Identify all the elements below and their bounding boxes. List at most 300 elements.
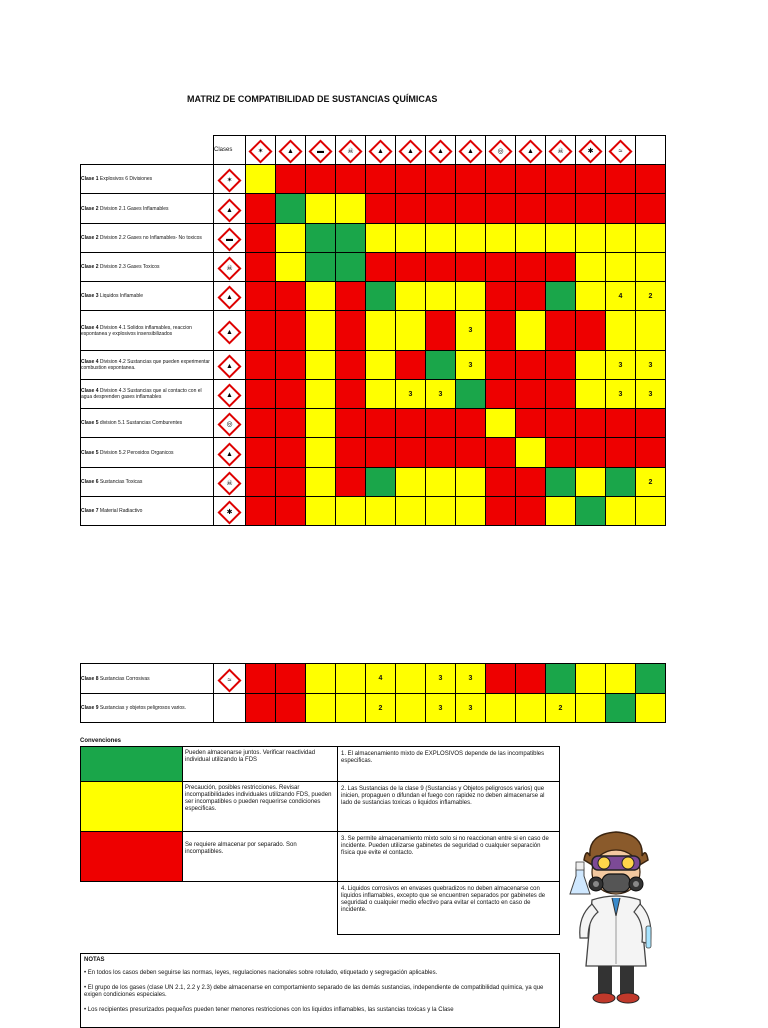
matrix-cell [516, 438, 546, 468]
matrix-row [81, 409, 666, 438]
matrix-cell [486, 664, 516, 694]
matrix-cell [516, 694, 546, 723]
matrix-cell [246, 194, 276, 224]
matrix-cell [516, 497, 546, 526]
row-description: Division 5.2 Peroxidos Organicos [99, 449, 174, 456]
corrosive-icon: ≈ [608, 139, 632, 163]
matrix-cell [276, 311, 306, 351]
row-description: Division 2.1 Gases Inflamables [99, 205, 169, 212]
explosive-icon: ✶ [248, 139, 272, 163]
matrix-cell [336, 311, 366, 351]
matrix-cell [606, 194, 636, 224]
matrix-cell [306, 409, 336, 438]
matrix-cell [486, 380, 516, 409]
note-item: • El grupo de los gases (clase UN 2.1, 2.2 y 2.3) debe almacenarse en comportamiento separado de las demás sustancias, independiente de compatibilidad química, ya que exigen condiciones especiales. [84, 985, 544, 998]
matrix-cell [456, 468, 486, 497]
matrix-cell [366, 409, 396, 438]
matrix-cell [276, 694, 306, 723]
convention-text-green: Pueden almacenarse juntos. Verificar reactividad individual utilizando la FDS [183, 747, 338, 782]
matrix-cell [636, 438, 666, 468]
matrix-cell [336, 351, 366, 380]
matrix-cell [276, 664, 306, 694]
matrix-cell [636, 497, 666, 526]
matrix-cell [276, 497, 306, 526]
matrix-cell [396, 224, 426, 253]
matrix-cell [366, 438, 396, 468]
row-label [81, 380, 214, 409]
row-label [81, 224, 214, 253]
row-label [81, 438, 214, 468]
row-label [81, 282, 214, 311]
matrix-cell [276, 165, 306, 194]
row-label [81, 351, 214, 380]
row-pictogram-cell [214, 380, 246, 409]
row-description: Division 4.2 Sustancias que pueden experimentar combustion espontanea. [81, 359, 210, 371]
matrix-cell: 3 [456, 664, 486, 694]
oxidizer-icon: ◎ [488, 139, 512, 163]
matrix-cell [636, 165, 666, 194]
matrix-cell [576, 351, 606, 380]
matrix-cell [336, 409, 366, 438]
matrix-cell [456, 438, 486, 468]
matrix-cell [306, 468, 336, 497]
row-class: Clase 4 [81, 359, 99, 365]
matrix-cell [636, 311, 666, 351]
corrosive-icon: ≈ [217, 668, 241, 692]
matrix-cell [336, 165, 366, 194]
row-description: Explosivos 6 Divisiones [99, 176, 153, 182]
matrix-cell [276, 468, 306, 497]
matrix-cell [336, 224, 366, 253]
flame-icon: ▲ [217, 442, 241, 466]
matrix-cell [486, 694, 516, 723]
matrix-cell [546, 224, 576, 253]
matrix-cell [486, 194, 516, 224]
toxic-skull-icon: ☠ [217, 256, 241, 280]
row-description: Liquidos Inflamable [99, 293, 143, 299]
flame-icon: ▲ [278, 139, 302, 163]
matrix-cell [396, 253, 426, 282]
header-pictogram-cell [366, 136, 396, 165]
matrix-cell [246, 253, 276, 282]
matrix-cell [516, 664, 546, 694]
matrix-cell [366, 497, 396, 526]
row-pictogram-cell [214, 311, 246, 351]
matrix-cell [546, 664, 576, 694]
matrix-cell [246, 224, 276, 253]
matrix-cell [606, 438, 636, 468]
matrix-cell [516, 311, 546, 351]
matrix-cell [456, 224, 486, 253]
matrix-row [81, 282, 666, 311]
health-hazard-icon: ✱ [578, 139, 602, 163]
row-description: Sustancias Corrosivas [99, 675, 150, 682]
matrix-cell [246, 468, 276, 497]
matrix-cell [336, 282, 366, 311]
matrix-cell [456, 380, 486, 409]
matrix-cell: 4 [366, 664, 396, 694]
flame-icon: ▲ [368, 139, 392, 163]
matrix-cell: 3 [426, 664, 456, 694]
matrix-cell: 3 [396, 380, 426, 409]
matrix-cell: 3 [456, 694, 486, 723]
gas-cylinder-icon: ▬ [308, 139, 332, 163]
matrix-cell [486, 468, 516, 497]
matrix-cell: 4 [606, 282, 636, 311]
row-label [81, 409, 214, 438]
row-class: Clase 2 [81, 235, 99, 241]
flame-icon: ▲ [217, 285, 241, 309]
matrix-row [81, 694, 666, 723]
matrix-cell [396, 282, 426, 311]
matrix-row [81, 468, 666, 497]
conventions-title: Convenciones [80, 738, 122, 744]
row-description: Division 2.3 Gases Toxicos [99, 264, 160, 270]
gas-cylinder-icon: ▬ [217, 227, 241, 251]
matrix-cell [606, 165, 636, 194]
matrix-cell: 3 [636, 351, 666, 380]
matrix-cell [606, 664, 636, 694]
matrix-cell [366, 253, 396, 282]
matrix-cell [426, 253, 456, 282]
row-class: Clase 2 [81, 205, 99, 212]
matrix-cell [306, 224, 336, 253]
header-clases-label: Clases [214, 136, 246, 165]
matrix-cell [366, 282, 396, 311]
matrix-cell: 3 [606, 380, 636, 409]
matrix-cell [306, 380, 336, 409]
header-pictogram-cell [486, 136, 516, 165]
matrix-cell [336, 380, 366, 409]
matrix-cell [246, 694, 276, 723]
matrix-cell [336, 468, 366, 497]
row-class: Clase 4 [81, 388, 99, 394]
matrix-cell [546, 409, 576, 438]
matrix-row [81, 380, 666, 409]
matrix-cell: 2 [366, 694, 396, 723]
matrix-cell [426, 497, 456, 526]
compatibility-matrix-continued [80, 663, 666, 723]
matrix-cell [516, 282, 546, 311]
matrix-cell [366, 194, 396, 224]
health-hazard-icon: ✱ [217, 500, 241, 524]
matrix-cell [426, 311, 456, 351]
empty-cell [81, 882, 183, 935]
matrix-cell [546, 351, 576, 380]
matrix-cell [516, 468, 546, 497]
row-class: Clase 7 [81, 508, 99, 514]
row-description: Division 4.1 Solidos inflamables, reaccion espontanea y explosivos insensibilizados [81, 324, 192, 337]
matrix-cell [606, 497, 636, 526]
matrix-cell [396, 194, 426, 224]
toxic-skull-icon: ☠ [217, 471, 241, 495]
matrix-row [81, 253, 666, 282]
matrix-cell [636, 253, 666, 282]
header-pictogram-cell [456, 136, 486, 165]
matrix-cell [306, 497, 336, 526]
row-class: Clase 9 [81, 705, 99, 711]
matrix-cell [576, 468, 606, 497]
matrix-cell [516, 409, 546, 438]
matrix-cell [306, 351, 336, 380]
matrix-cell [336, 664, 366, 694]
explosive-icon: ✶ [217, 168, 241, 192]
matrix-cell [636, 694, 666, 723]
matrix-cell [516, 351, 546, 380]
matrix-cell [606, 311, 636, 351]
row-description: Material Radiactivo [99, 508, 143, 514]
row-pictogram-cell [214, 664, 246, 694]
row-class: Clase 8 [81, 675, 99, 682]
matrix-cell [576, 694, 606, 723]
matrix-cell [246, 664, 276, 694]
matrix-cell [636, 409, 666, 438]
matrix-cell [576, 253, 606, 282]
matrix-row [81, 224, 666, 253]
matrix-cell [426, 194, 456, 224]
header-pictogram-cell [576, 136, 606, 165]
matrix-cell: 3 [426, 694, 456, 723]
matrix-cell: 3 [426, 380, 456, 409]
matrix-cell [396, 409, 426, 438]
matrix-cell: 3 [456, 311, 486, 351]
matrix-cell [486, 311, 516, 351]
matrix-cell [636, 224, 666, 253]
convention-note-1: 1. El almacenamiento mixto de EXPLOSIVOS depende de las incompatibles especificas. [338, 747, 560, 782]
matrix-cell [246, 311, 276, 351]
row-class: Clase 1 [81, 176, 99, 182]
row-label [81, 694, 214, 723]
header-pictogram-cell [516, 136, 546, 165]
matrix-cell [426, 409, 456, 438]
header-blank [81, 136, 214, 165]
matrix-row [81, 664, 666, 694]
matrix-cell [366, 380, 396, 409]
matrix-cell [396, 694, 426, 723]
row-pictogram-cell [214, 409, 246, 438]
matrix-cell [366, 311, 396, 351]
matrix-cell [426, 282, 456, 311]
matrix-cell [486, 497, 516, 526]
matrix-cell [546, 380, 576, 409]
matrix-cell [246, 497, 276, 526]
row-pictogram-cell [214, 351, 246, 380]
matrix-row [81, 194, 666, 224]
notes-title: NOTAS [84, 957, 105, 963]
matrix-cell [576, 282, 606, 311]
toxic-skull-icon: ☠ [548, 139, 572, 163]
matrix-cell [366, 165, 396, 194]
flame-icon: ▲ [217, 354, 241, 378]
matrix-cell [546, 253, 576, 282]
page-title: MATRIZ DE COMPATIBILIDAD DE SUSTANCIAS QUÍMICAS [187, 94, 438, 104]
matrix-cell [456, 194, 486, 224]
note-item: • Los recipientes presurizados pequeños pueden tener menores restricciones con los liquidos inflamables, las sustancias toxicas y la Clase [84, 1007, 454, 1013]
matrix-cell [396, 165, 426, 194]
flame-icon: ▲ [217, 383, 241, 407]
matrix-cell: 3 [636, 380, 666, 409]
header-pictogram-cell [246, 136, 276, 165]
matrix-cell [336, 194, 366, 224]
matrix-cell [366, 468, 396, 497]
matrix-cell [306, 165, 336, 194]
matrix-cell [276, 282, 306, 311]
matrix-cell [306, 311, 336, 351]
matrix-cell: 3 [456, 351, 486, 380]
matrix-cell [276, 438, 306, 468]
matrix-cell [396, 438, 426, 468]
matrix-cell [516, 224, 546, 253]
header-pictogram-cell [606, 136, 636, 165]
matrix-cell [576, 438, 606, 468]
matrix-cell: 3 [606, 351, 636, 380]
row-label [81, 468, 214, 497]
row-label [81, 664, 214, 694]
convention-text-yellow: Precaución, posibles restricciones. Revisar incompatibilidades individuales utilizando FDS, pueden ser incompatibles o pueden requerirse condiciones especificas. [183, 782, 338, 832]
note-item: • En todos los casos deben seguirse las normas, leyes, regulaciones nacionales sobre rotulado, etiquetado y segregación aplicables. [84, 970, 438, 976]
matrix-cell [276, 380, 306, 409]
matrix-cell [486, 165, 516, 194]
matrix-cell [516, 194, 546, 224]
compatibility-matrix [80, 135, 666, 526]
matrix-cell [306, 194, 336, 224]
matrix-cell [546, 282, 576, 311]
matrix-cell [246, 282, 276, 311]
swatch-yellow [81, 782, 183, 832]
matrix-cell [396, 468, 426, 497]
matrix-cell [246, 409, 276, 438]
matrix-row [81, 438, 666, 468]
row-label [81, 497, 214, 526]
matrix-cell [546, 497, 576, 526]
row-pictogram-cell [214, 282, 246, 311]
matrix-cell [246, 165, 276, 194]
matrix-cell [516, 380, 546, 409]
row-pictogram-cell [214, 224, 246, 253]
matrix-cell [576, 409, 606, 438]
row-label [81, 165, 214, 194]
matrix-cell [426, 165, 456, 194]
row-class: Clase 2 [81, 264, 99, 270]
flame-icon: ▲ [217, 320, 241, 344]
matrix-cell [456, 497, 486, 526]
row-class: Clase 5 [81, 449, 99, 456]
matrix-cell [546, 438, 576, 468]
scientist-illustration [568, 826, 664, 1006]
matrix-cell [486, 253, 516, 282]
row-pictogram-cell [214, 165, 246, 194]
matrix-cell [486, 282, 516, 311]
matrix-cell [606, 694, 636, 723]
matrix-cell [576, 380, 606, 409]
matrix-cell [546, 311, 576, 351]
swatch-red [81, 832, 183, 882]
convention-text-red: Se requiere almacenar por separado. Son incompatibles. [183, 832, 338, 882]
matrix-cell [456, 253, 486, 282]
matrix-cell [606, 224, 636, 253]
matrix-cell [276, 409, 306, 438]
matrix-cell: 2 [636, 282, 666, 311]
matrix-cell [336, 253, 366, 282]
matrix-cell [306, 694, 336, 723]
row-pictogram-cell [214, 497, 246, 526]
conventions-table [80, 746, 560, 935]
matrix-cell [276, 253, 306, 282]
row-class: Clase 4 [81, 324, 99, 331]
matrix-cell [456, 409, 486, 438]
matrix-cell [426, 438, 456, 468]
row-label [81, 311, 214, 351]
row-description: Sustancias Toxicas [99, 479, 143, 485]
matrix-cell [636, 664, 666, 694]
matrix-cell [486, 351, 516, 380]
matrix-cell [546, 194, 576, 224]
row-class: Clase 6 [81, 479, 99, 485]
matrix-cell [426, 468, 456, 497]
matrix-cell [606, 409, 636, 438]
matrix-cell [486, 409, 516, 438]
convention-note-4: 4. Liquidos corrosivos en envases quebradizos no deben almacenarse con liquidos inflamables, excepto que se encuentren separados por gabinetes de seguridad o cualquier medio efectivo para evitar el contacto en caso de incidente. [338, 882, 560, 935]
row-pictogram-cell [214, 194, 246, 224]
matrix-cell [486, 224, 516, 253]
matrix-row [81, 165, 666, 194]
header-pictogram-cell [336, 136, 366, 165]
matrix-cell [396, 351, 426, 380]
matrix-row [81, 351, 666, 380]
matrix-cell [366, 351, 396, 380]
matrix-cell [366, 224, 396, 253]
flame-icon: ▲ [518, 139, 542, 163]
convention-note-3: 3. Se permite almacenamiento mixto solo si no reaccionan entre si en caso de incidente. Pueden utilizarse gabinetes de seguridad o cualquier separación física que evite el contacto. [338, 832, 560, 882]
matrix-cell [576, 497, 606, 526]
matrix-cell [276, 351, 306, 380]
matrix-cell [426, 351, 456, 380]
matrix-cell [516, 165, 546, 194]
matrix-cell [546, 165, 576, 194]
row-class: Clase 5 [81, 420, 99, 426]
matrix-cell [276, 224, 306, 253]
notes-box [80, 953, 560, 1028]
row-label [81, 194, 214, 224]
matrix-cell [576, 194, 606, 224]
row-description: division 5.1 Sustancias Comburentes [99, 420, 183, 426]
flame-icon: ▲ [458, 139, 482, 163]
header-pictogram-cell [546, 136, 576, 165]
header-pictogram-cell [276, 136, 306, 165]
matrix-cell [576, 224, 606, 253]
flame-icon: ▲ [217, 198, 241, 222]
matrix-cell [336, 497, 366, 526]
flame-icon: ▲ [428, 139, 452, 163]
matrix-cell [576, 664, 606, 694]
matrix-row [81, 497, 666, 526]
matrix-cell [606, 468, 636, 497]
swatch-green [81, 747, 183, 782]
row-description: Division 2.2 Gases no Inflamables- No toxicos [99, 235, 202, 241]
matrix-cell [636, 194, 666, 224]
matrix-cell [396, 664, 426, 694]
matrix-cell [396, 311, 426, 351]
header-pictogram-cell [396, 136, 426, 165]
row-description: Sustancias y objetos peligrosos varios. [99, 705, 187, 711]
matrix-cell [306, 438, 336, 468]
row-pictogram-cell [214, 694, 246, 723]
matrix-cell [246, 380, 276, 409]
matrix-cell [276, 194, 306, 224]
matrix-cell [306, 664, 336, 694]
matrix-cell [306, 282, 336, 311]
matrix-cell [426, 224, 456, 253]
